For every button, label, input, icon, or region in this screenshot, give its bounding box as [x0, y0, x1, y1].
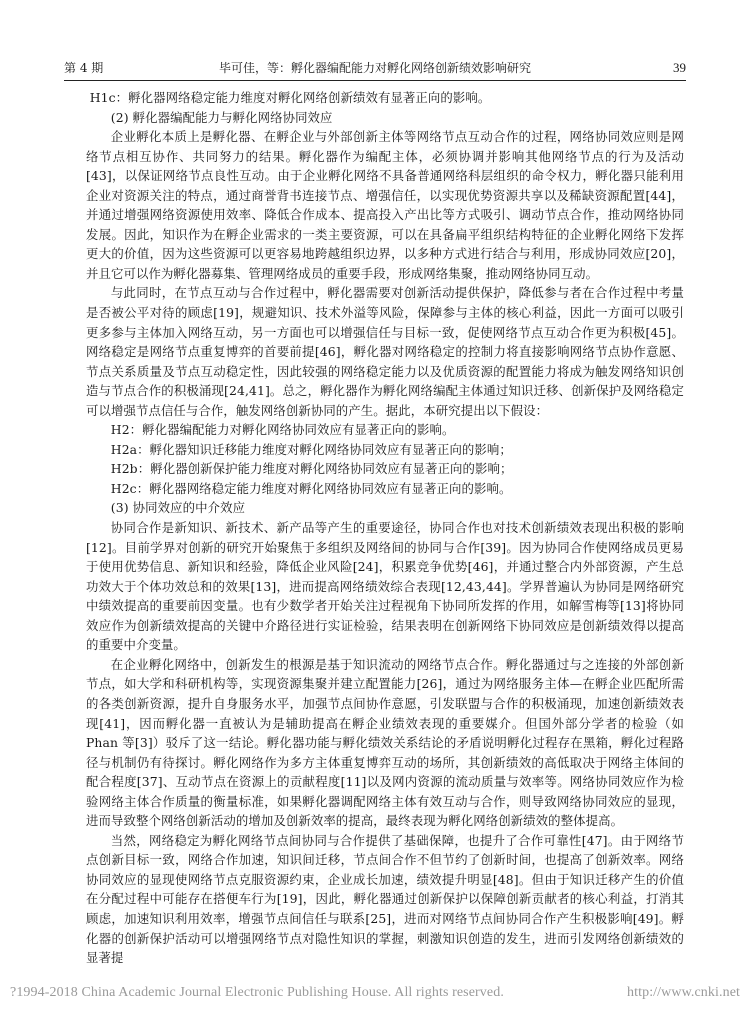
section-heading: (2) 孵化器编配能力与孵化网络协同效应 — [110, 109, 333, 125]
hypothesis-h2b: H2b：孵化器创新保护能力维度对孵化网络协同效应有显著正向的影响； — [110, 461, 513, 477]
page-number: 39 — [673, 60, 686, 75]
issue-number: 第 4 期 — [64, 61, 104, 75]
hypothesis-h2a: H2a：孵化器知识迁移能力维度对孵化网络协同效应有显著正向的影响； — [110, 441, 512, 457]
running-header — [64, 58, 686, 81]
hypothesis-h1c: H1c：孵化器网络稳定能力维度对孵化网络创新绩效有显著正向的影响。 — [89, 90, 491, 105]
section-heading: (3) 协同效应的中介效应 — [110, 500, 246, 516]
body-paragraph: 当然，网络稳定为孵化网络节点间协同与合作提供了基础保障，也提升了合作可靠性[47]。由于网络节点创新目标一致，网络合作加速，知识间迁移，节点间合作不但节约了创新时间，也提高了创新效率。网络协同效应的显现使网络节点克服资源约束，企业成长加速，绩效提升明显[48]。但由于知识迁移产生的价值在分配过程中可能存在搭便车行为[19]，因此，孵化器通过创新保护以保障创新贡献者的核心利益，打消其顾虑，加速知识利用效率，增强节点间信任与联系[25]，进而对网络节点间协同合作产生积极影响[49]。孵化器的创新保护活动可以增强网络节点对隐性知识的掌握，刺激知识创造的发生，进而引发网络创新绩效的显著提 — [86, 832, 684, 966]
hypothesis-h2: H2：孵化器编配能力对孵化网络协同效应有显著正向的影响。 — [110, 422, 455, 438]
body-paragraph: 企业孵化本质上是孵化器、在孵企业与外部创新主体等网络节点互动合作的过程，网络协同效应则是网络节点相互协作、共同努力的结果。孵化器作为编配主体，必须协调并影响其他网络节点的行为及活动[43]，以保证网络节点良性互动。由于企业孵化网络不具备普通网络科层组织的命令权力，孵化器只能利用企业对资源关注的特点，通过商誉背书连接节点、增强信任，以实现优势资源共享以及稀缺资源配置[44]，并通过增强网络资源使用效率、降低合作成本、提高投入产出比等方式吸引、调动节点合作，推动网络协同发展。因此，知识作为在孵企业需求的一类主要资源，可以在具备扁平组织结构特征的企业孵化网络下发挥更大的价值，因为这些资源可以更容易地跨越组织边界，以多种方式进行结合与利用，形成协同效应[20]，并且它可以作为孵化器募集、管理网络成员的重要手段，形成网络集聚，推动网络协同互动。 — [86, 129, 684, 281]
running-title: 毕可佳，等：孵化器编配能力对孵化网络创新绩效影响研究 — [218, 61, 531, 75]
hypothesis-h2c: H2c：孵化器网络稳定能力维度对孵化网络协同效应有显著正向的影响。 — [110, 480, 512, 496]
article-body — [86, 88, 684, 968]
body-paragraph: 与此同时，在节点互动与合作过程中，孵化器需要对创新活动提供保护，降低参与者在合作过程中考量是否被公平对待的顾虑[19]，规避知识、技术外溢等风险，保障参与主体的核心利益，因此一方面可以吸引更多参与主体加入网络互动，另一方面也可以增强信任与目标一致，促使网络节点互动合作更为积极[45]。网络稳定是网络节点重复博弈的首要前提[46]，孵化器对网络稳定的控制力将直接影响网络节点协作意愿、节点关系质量及节点互动稳定性，因此较强的网络稳定能力以及优质资源的配置能力将成为触发网络知识创造与节点合作的积极涌现[24,41]。总之，孵化器作为孵化网络编配主体通过知识迁移、创新保护及网络稳定可以增强节点信任与合作，触发网络创新协同的产生。据此，本研究提出以下假设： — [86, 285, 684, 418]
body-paragraph: 协同合作是新知识、新技术、新产品等产生的重要途径，协同合作也对技术创新绩效表现出积极的影响[12]。目前学界对创新的研究开始聚焦于多组织及网络间的协同与合作[39]。因为协同合作使网络成员更易于使用优势信息、新知识和经验，降低企业风险[24]，积累竞争优势[46]，并通过整合内外部资源，产生总功效大于个体功效总和的效果[13]，进而提高网络绩效综合表现[12,43,44]。学界普遍认为协同是网络研究中绩效提高的重要前因变量。也有少数学者开始关注过程视角下协同所发挥的作用，如解雪梅等[13]将协同效应作为创新绩效提高的关键中介路径进行实证检验，结果表明在创新网络下协同效应是创新绩效得以提高的重要中介变量。 — [86, 520, 684, 653]
footer-url: http://www.cnki.net — [627, 985, 740, 1000]
body-paragraph: 在企业孵化网络中，创新发生的根源是基于知识流动的网络节点合作。孵化器通过与之连接的外部创新节点，如大学和科研机构等，实现资源集聚并建立配置能力[26]，通过为网络服务主体—在孵企业匹配所需的各类创新资源，提升自身服务水平，加强节点间协作意愿，引发联盟与合作的积极涌现，加速创新绩效表现[41]，因而孵化器一直被认为是辅助提高在孵企业绩效表现的重要媒介。但国外部分学者的检验（如 Phan 等[3]）驳斥了这一结论。孵化器功能与孵化绩效关系结论的矛盾说明孵化过程存在黑箱，孵化过程路径与机制仍有待探讨。孵化网络作为多方主体重复博弈互动的场所，其创新绩效的高低取决于网络主体间的配合程度[37]、互动节点在资源上的贡献程度[11]以及网内资源的流动质量与效率等。网络协同效应作为检验网络主体合作质量的衡量标准，如果孵化器调配网络主体有效互动与合作，则导致网络协同效应的显现，进而导致整个网络创新活动的增加及创新效率的提高，最终表现为孵化网络创新绩效的整体提高。 — [86, 656, 684, 829]
copyright-notice: ?1994-2018 China Academic Journal Electronic Publishing House. All rights reserved. — [10, 985, 504, 1000]
